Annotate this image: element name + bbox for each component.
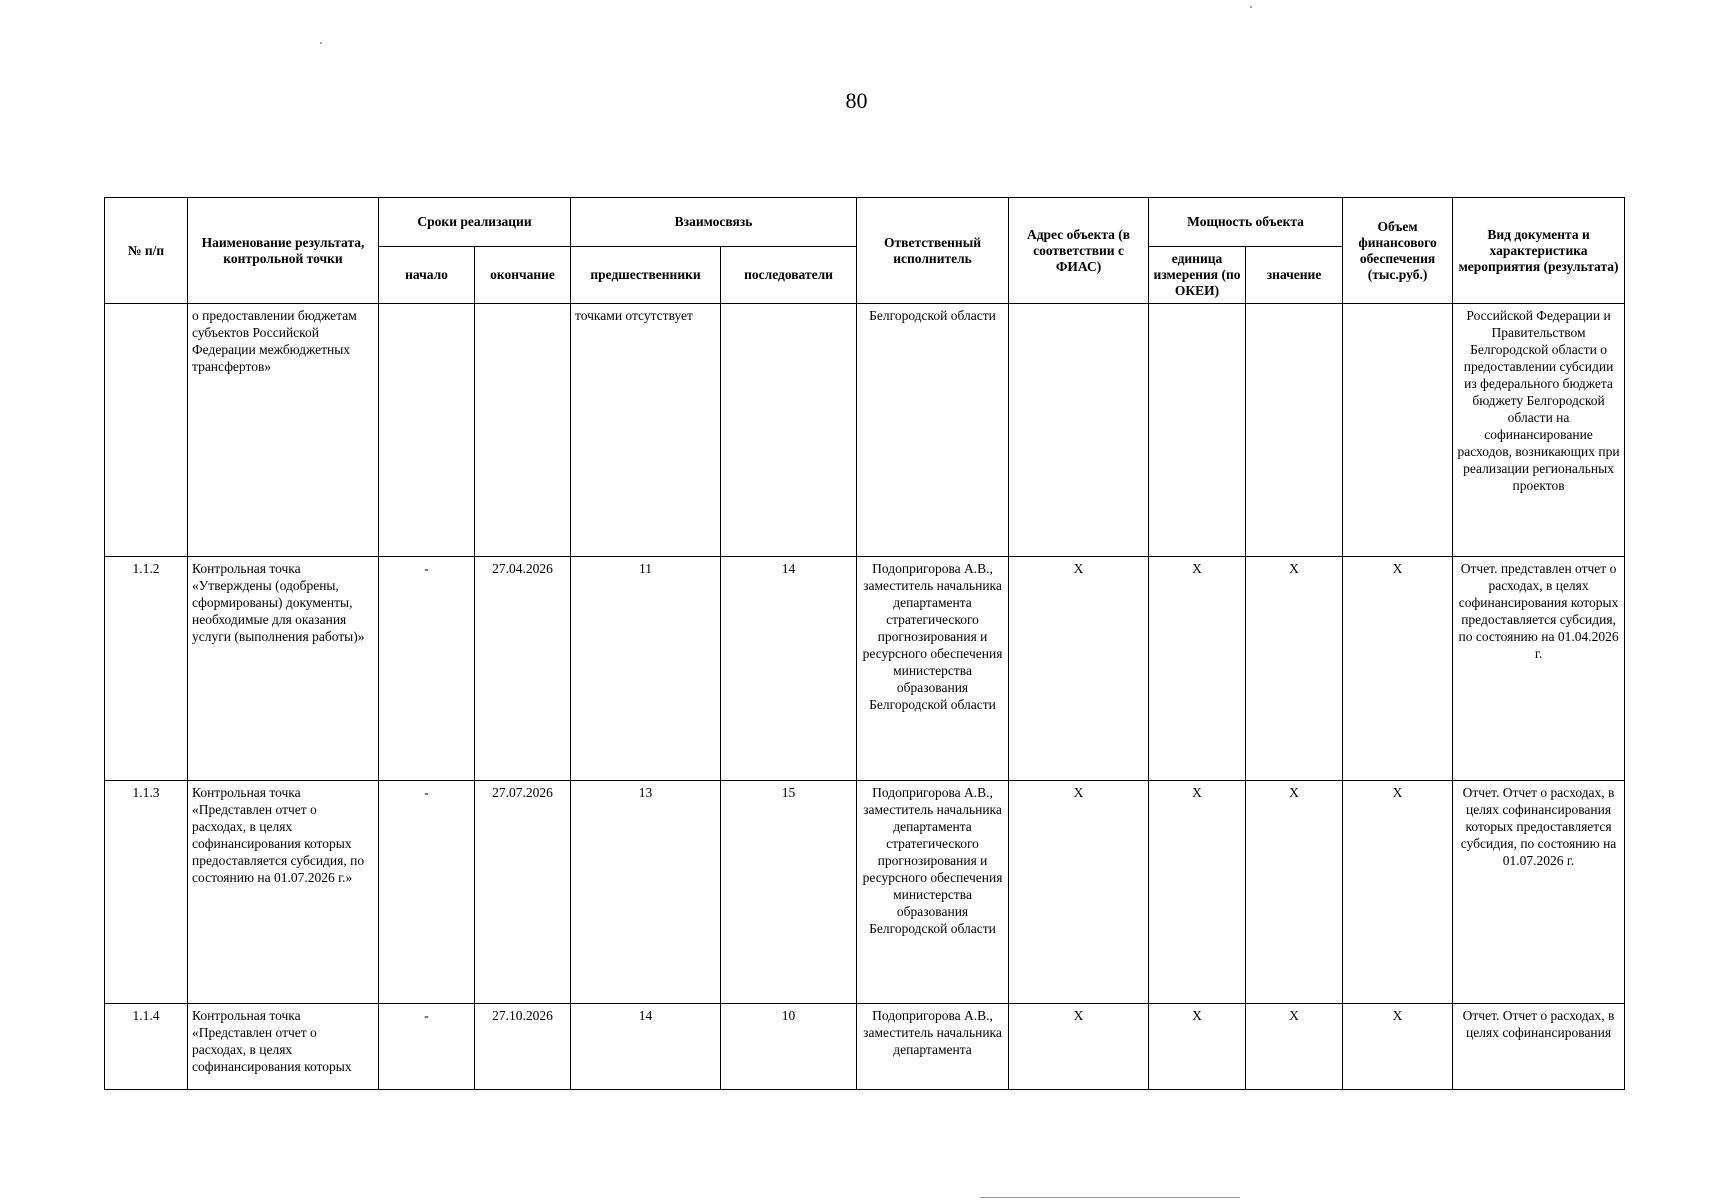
cell-value: X (1246, 781, 1343, 1004)
cell-successors (721, 304, 857, 557)
cell-unit (1149, 304, 1246, 557)
cell-unit: X (1149, 557, 1246, 781)
header-relation: Взаимосвязь (571, 198, 857, 247)
cell-num: 1.1.4 (105, 1004, 188, 1090)
cell-num: 1.1.2 (105, 557, 188, 781)
cell-successors: 10 (721, 1004, 857, 1090)
cell-end: 27.07.2026 (475, 781, 571, 1004)
header-doc: Вид документа и характеристика мероприятия (результата) (1453, 198, 1625, 304)
cell-successors: 15 (721, 781, 857, 1004)
cell-name: Контрольная точка «Утверждены (одобрены, сформированы) документы, необходимые для оказания услуги (выполнения работы)» (188, 557, 379, 781)
cell-value (1246, 304, 1343, 557)
cell-value: X (1246, 557, 1343, 781)
scan-artifact-line (980, 1197, 1240, 1198)
cell-name: о предоставлении бюджетам субъектов Российской Федерации межбюджетных трансфертов» (188, 304, 379, 557)
cell-responsible: Белгородской области (857, 304, 1009, 557)
cell-successors: 14 (721, 557, 857, 781)
header-predecessors: предшественники (571, 247, 721, 304)
cell-end: 27.04.2026 (475, 557, 571, 781)
cell-finance: X (1343, 1004, 1453, 1090)
cell-unit: X (1149, 781, 1246, 1004)
cell-doc: Отчет. представлен отчет о расходах, в целях софинансирования которых предоставляется субсидия, по состоянию на 01.04.2026 г. (1453, 557, 1625, 781)
header-name: Наименование результата, контрольной точки (188, 198, 379, 304)
header-finance: Объем финансового обеспечения (тыс.руб.) (1343, 198, 1453, 304)
cell-start: - (379, 557, 475, 781)
cell-end (475, 304, 571, 557)
cell-doc: Отчет. Отчет о расходах, в целях софинансирования (1453, 1004, 1625, 1090)
table-row (105, 781, 1625, 1004)
header-end: окончание (475, 247, 571, 304)
cell-address: X (1009, 557, 1149, 781)
header-num: № п/п (105, 198, 188, 304)
cell-start: - (379, 781, 475, 1004)
header-address: Адрес объекта (в соответствии с ФИАС) (1009, 198, 1149, 304)
cell-address: X (1009, 1004, 1149, 1090)
cell-num (105, 304, 188, 557)
cell-responsible: Подопригорова А.В., заместитель начальника департамента стратегического прогнозирования и ресурсного обеспечения министерства образования Белгородской области (857, 781, 1009, 1004)
scan-artifact-dot (1250, 6, 1252, 8)
header-unit: единица измерения (по ОКЕИ) (1149, 247, 1246, 304)
cell-num: 1.1.3 (105, 781, 188, 1004)
header-terms: Сроки реализации (379, 198, 571, 247)
cell-address (1009, 304, 1149, 557)
header-start: начало (379, 247, 475, 304)
cell-end: 27.10.2026 (475, 1004, 571, 1090)
cell-doc: Отчет. Отчет о расходах, в целях софинансирования которых предоставляется субсидия, по состоянию на 01.07.2026 г. (1453, 781, 1625, 1004)
cell-name: Контрольная точка «Представлен отчет о расходах, в целях софинансирования которых (188, 1004, 379, 1090)
table-row (105, 1004, 1625, 1090)
cell-unit: X (1149, 1004, 1246, 1090)
header-value: значение (1246, 247, 1343, 304)
header-successors: последователи (721, 247, 857, 304)
cell-predecessors: 14 (571, 1004, 721, 1090)
cell-finance: X (1343, 557, 1453, 781)
table-row (105, 304, 1625, 557)
table-row (105, 557, 1625, 781)
cell-predecessors: точками отсутствует (571, 304, 721, 557)
cell-start: - (379, 1004, 475, 1090)
scan-artifact-dot (320, 42, 322, 44)
page-number: 80 (845, 88, 868, 113)
cell-responsible: Подопригорова А.В., заместитель начальника департамента (857, 1004, 1009, 1090)
cell-doc: Российской Федерации и Правительством Белгородской области о предоставлении субсидии из федерального бюджета бюджету Белгородской области на софинансирование расходов, возникающих при реализации региональных проектов (1453, 304, 1625, 557)
cell-predecessors: 11 (571, 557, 721, 781)
header-responsible: Ответственный исполнитель (857, 198, 1009, 304)
cell-address: X (1009, 781, 1149, 1004)
header-capacity: Мощность объекта (1149, 198, 1343, 247)
cell-finance (1343, 304, 1453, 557)
cell-start (379, 304, 475, 557)
cell-name: Контрольная точка «Представлен отчет о расходах, в целях софинансирования которых предоставляется субсидия, по состоянию на 01.07.2026 г.» (188, 781, 379, 1004)
results-table (104, 197, 1625, 1090)
cell-value: X (1246, 1004, 1343, 1090)
cell-predecessors: 13 (571, 781, 721, 1004)
cell-responsible: Подопригорова А.В., заместитель начальника департамента стратегического прогнозирования и ресурсного обеспечения министерства образования Белгородской области (857, 557, 1009, 781)
cell-finance: X (1343, 781, 1453, 1004)
